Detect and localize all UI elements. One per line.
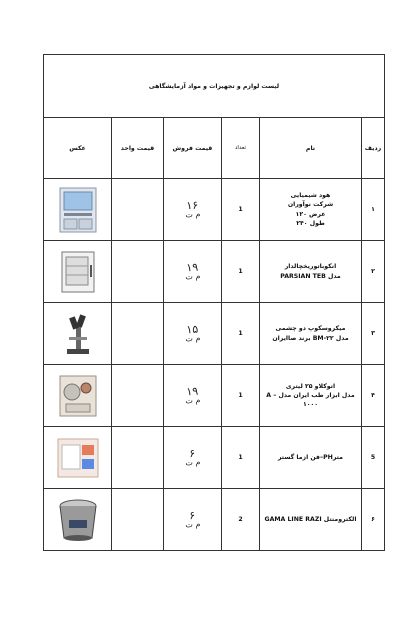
item-photo-cell [44,303,112,365]
header-count: تعداد [222,118,260,179]
item-sale-price [164,427,222,489]
item-count: 2 [222,489,260,551]
item-photo-cell [44,489,112,551]
microscope-icon [44,311,111,357]
item-name-line: انکوباتوریخچالدار [284,263,337,271]
item-sale-price [164,179,222,241]
item-unit-price [112,489,164,551]
incubator-icon [44,249,111,295]
item-name [260,365,362,427]
header-row-number: ردیف [362,118,385,179]
item-name-line: میکروسکوپ دو چشمی [275,325,346,333]
item-sale-price [164,489,222,551]
item-name [260,427,362,489]
item-name-line: مدل PARSIAN TEB [280,272,341,280]
item-name-line: طول ۲۴۰ [296,219,325,227]
item-unit-price [112,303,164,365]
table-title: لیست لوازم و تجهیزات و مواد آزمایشگاهی [44,55,385,118]
header-photo: عکس [44,118,112,179]
electromantle-icon [44,496,111,544]
title-row [44,55,385,118]
item-name-line: مدل BM-۲۲ برند صاایران [272,334,349,342]
chemical-hood-icon [44,186,111,234]
handwritten-price: ۶ م ت [185,508,201,530]
item-name-line: هود شیمیایی [290,191,331,199]
item-unit-price [112,179,164,241]
handwritten-price: ۱۹ م ت [185,260,201,282]
row-number: ۳ [362,303,385,365]
item-name-line: عرض ۱۲۰ [295,210,326,218]
ph-meter-icon [44,435,111,481]
item-name [260,489,362,551]
item-photo-cell [44,365,112,427]
item-unit-price [112,427,164,489]
header-row [44,118,385,179]
item-sale-price [164,303,222,365]
autoclave-icon [44,374,111,418]
table-row [44,427,385,489]
item-sale-price [164,241,222,303]
item-unit-price [112,241,164,303]
handwritten-price: ۱۹ م ت [185,384,201,406]
handwritten-price: ۱۶ م ت [185,198,201,220]
row-number: 5 [362,427,385,489]
item-count: 1 [222,179,260,241]
item-name [260,179,362,241]
item-unit-price [112,365,164,427]
handwritten-price: ۱۵ م ت [185,322,201,344]
table-row [44,241,385,303]
item-count: 1 [222,303,260,365]
row-number: ۴ [362,365,385,427]
header-unit-price: قیمت واحد [112,118,164,179]
row-number: ۲ [362,241,385,303]
item-count: 1 [222,241,260,303]
item-name-line: الکترومنتل GAMA LINE RAZI [264,515,357,523]
item-name-line: مدل ابزار طب ایران مدل – A ۱۰۰۰ [266,391,355,409]
item-photo-cell [44,179,112,241]
header-sale-price: قیمت فروش [164,118,222,179]
table-row [44,303,385,365]
item-name-line: مترPH–فن ازما گستر [277,453,344,461]
item-name [260,241,362,303]
item-sale-price [164,365,222,427]
item-count: 1 [222,365,260,427]
table-row [44,179,385,241]
row-number: ۶ [362,489,385,551]
item-name [260,303,362,365]
handwritten-price: ۶ م ت [185,446,201,468]
table-row [44,365,385,427]
equipment-table [43,54,385,551]
row-number: ۱ [362,179,385,241]
table-row [44,489,385,551]
item-name-line: شرکت نوآوران [287,201,334,209]
item-name-line: اتوکلاو ۲۵ لیتری [285,382,336,390]
item-photo-cell [44,427,112,489]
header-name: نام [260,118,362,179]
item-count: 1 [222,427,260,489]
item-photo-cell [44,241,112,303]
